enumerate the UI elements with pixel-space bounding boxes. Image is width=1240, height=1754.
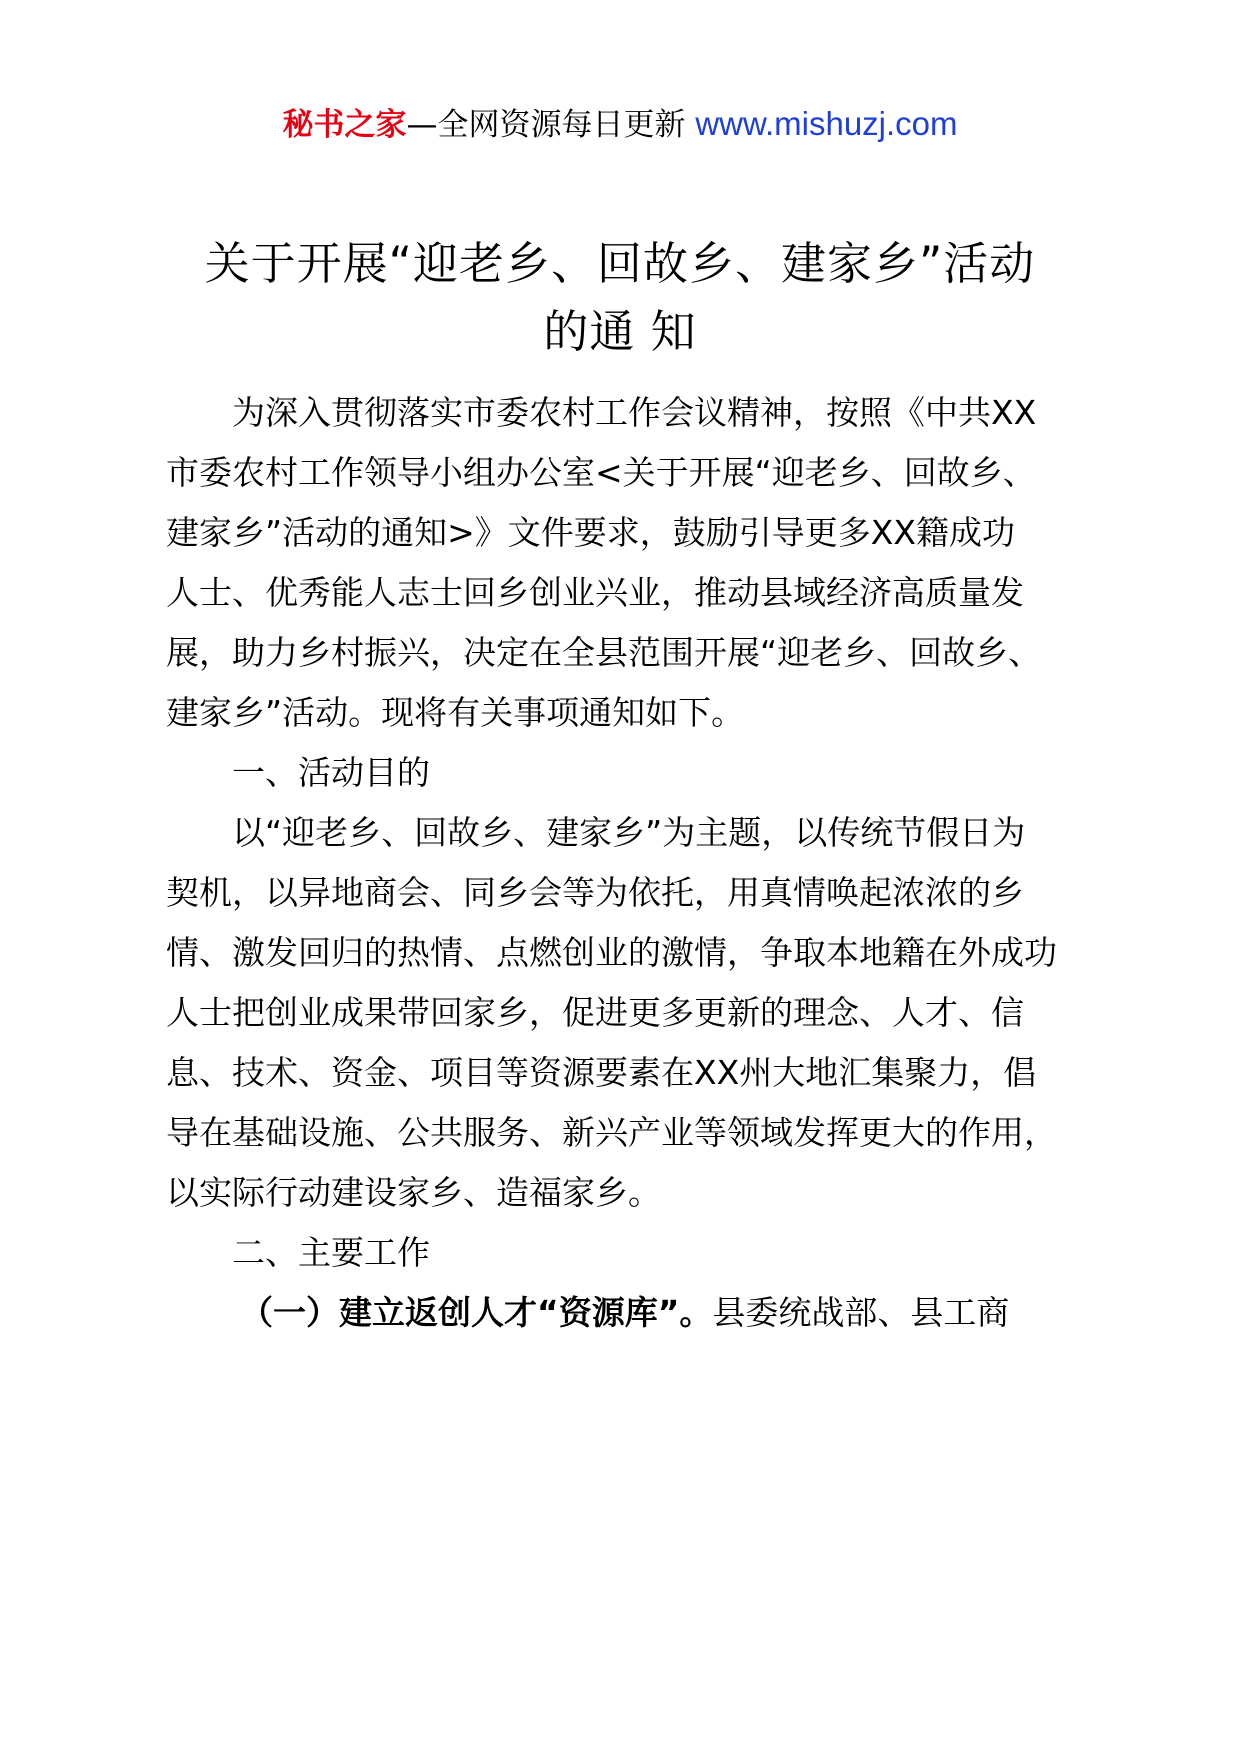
section-1-paragraph-line: 息、技术、资金、项目等资源要素在XX州大地汇集聚力，倡 [166, 1053, 1037, 1092]
intro-paragraph-line: 展，助力乡村振兴，决定在全县范围开展“迎老乡、回故乡、 [166, 633, 1042, 672]
section-1-paragraph-line: 契机，以异地商会、同乡会等为依托，用真情唤起浓浓的乡 [166, 873, 1024, 912]
site-url-link[interactable]: www.mishuzj.com [695, 105, 958, 142]
intro-paragraph-line: 建家乡”活动的通知>》文件要求，鼓励引导更多XX籍成功 [166, 513, 1015, 552]
document-title-line-2: 的通 知 [543, 305, 697, 358]
site-header [0, 98, 1240, 151]
section-1-paragraph-line: 情、激发回归的热情、点燃创业的激情，争取本地籍在外成功 [166, 933, 1057, 972]
section-1-paragraph-line: 人士把创业成果带回家乡，促进更多更新的理念、人才、信 [166, 993, 1024, 1032]
subsection-1-text: 县委统战部、县工商 [712, 1293, 1010, 1332]
intro-paragraph-line: 人士、优秀能人志士回乡创业兴业，推动县域经济高质量发 [166, 573, 1024, 612]
section-2-heading: 二、主要工作 [232, 1233, 430, 1272]
section-1-paragraph-line: 导在基础设施、公共服务、新兴产业等领域发挥更大的作用， [166, 1113, 1057, 1152]
site-brand: 秘书之家 [282, 107, 407, 143]
subsection-1-heading: （一）建立返创人才“资源库”。 [240, 1293, 713, 1332]
intro-paragraph-line: 为深入贯彻落实市委农村工作会议精神，按照《中共XX [232, 393, 1037, 432]
subsection-1-line [240, 1288, 1074, 1338]
site-slogan: —全网资源每日更新 [406, 107, 686, 143]
document-title-line-1: 关于开展“迎老乡、回故乡、建家乡”活动 [204, 237, 1036, 290]
section-1-paragraph-line: 以实际行动建设家乡、造福家乡。 [166, 1173, 661, 1212]
intro-paragraph-line: 建家乡”活动。现将有关事项通知如下。 [166, 693, 745, 732]
section-1-heading: 一、活动目的 [232, 753, 430, 792]
intro-paragraph-line: 市委农村工作领导小组办公室<关于开展“迎老乡、回故乡、 [166, 453, 1036, 492]
section-1-paragraph-line: 以“迎老乡、回故乡、建家乡”为主题，以传统节假日为 [232, 813, 1026, 852]
